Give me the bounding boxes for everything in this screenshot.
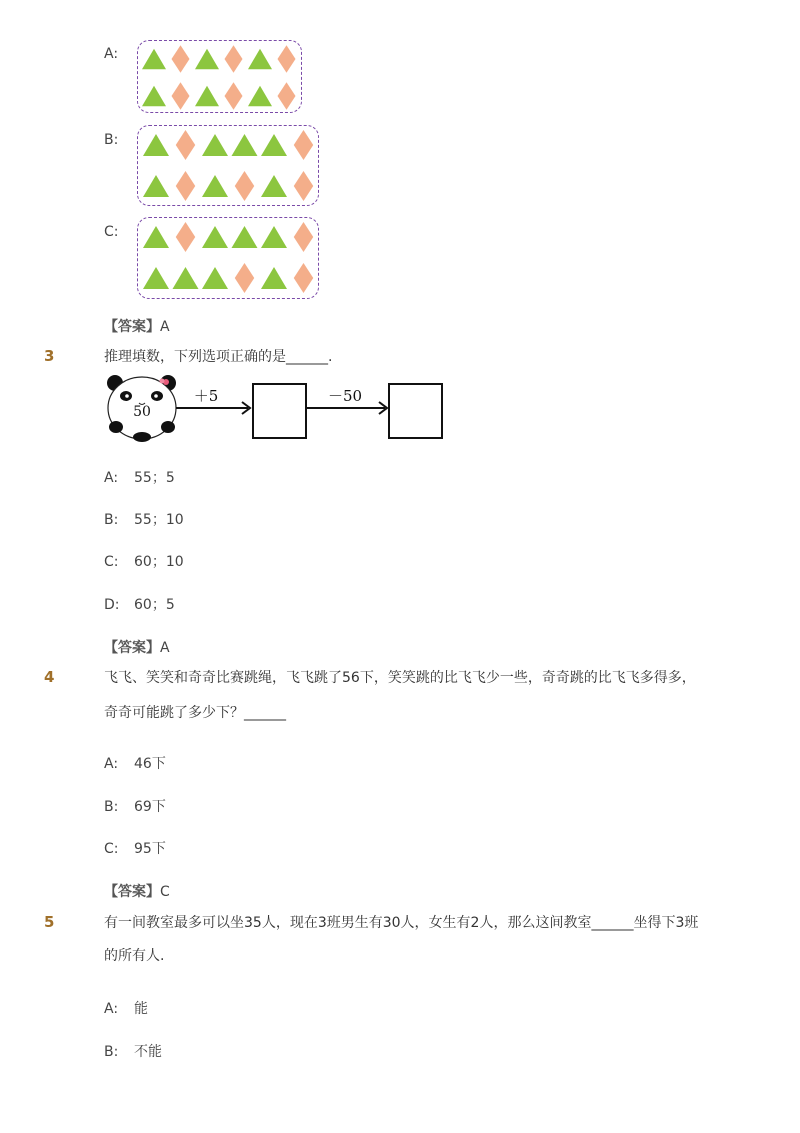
q4-choice-b[interactable] xyxy=(104,796,166,816)
choice-letter: B: xyxy=(104,799,119,815)
panda-icon xyxy=(107,375,176,442)
triangle-shape xyxy=(202,267,228,289)
diamond-shape xyxy=(172,82,190,110)
panda-start-value: 50 xyxy=(133,404,151,420)
choice-letter: B: xyxy=(104,1044,119,1060)
triangle-shape xyxy=(143,175,169,197)
q2-answer xyxy=(104,316,170,336)
answer-value: C xyxy=(160,884,170,900)
diamond-shape xyxy=(278,82,296,110)
q4-text-line2: 奇奇可能跳了多少下？______ xyxy=(104,705,286,721)
q5-number: 5 xyxy=(44,913,55,931)
triangle-shape xyxy=(261,175,287,197)
shape-pattern xyxy=(138,41,303,114)
choice-letter: C: xyxy=(104,841,119,857)
triangle-shape xyxy=(195,49,219,69)
triangle-shape xyxy=(173,267,199,289)
choice-letter: A: xyxy=(104,1001,119,1017)
triangle-shape xyxy=(248,49,272,69)
choice-text: 不能 xyxy=(134,1044,162,1060)
diamond-shape xyxy=(294,130,314,160)
triangle-shape xyxy=(248,86,272,106)
q4-answer xyxy=(104,881,170,901)
q2-option-b-letter: B: xyxy=(104,132,119,148)
q5-choice-b[interactable] xyxy=(104,1041,162,1061)
q5-text-line1: 有一间教室最多可以坐35人，现在3班男生有30人，女生有2人，那么这间教室______坐得下3班 xyxy=(104,915,699,931)
diamond-shape xyxy=(294,263,314,293)
diamond-shape xyxy=(235,263,255,293)
diamond-shape xyxy=(278,45,296,73)
choice-text: 46下 xyxy=(134,756,166,772)
step1-label: ＋5 xyxy=(193,387,219,405)
q3-choice-c[interactable] xyxy=(104,551,184,571)
q2-option-c-letter: C: xyxy=(104,224,119,240)
q5-text-line2: 的所有人. xyxy=(104,948,165,964)
answer-tag: 【答案】 xyxy=(104,319,160,335)
q3-choice-a[interactable] xyxy=(104,467,175,487)
diamond-shape xyxy=(225,82,243,110)
answer-value: A xyxy=(160,319,170,335)
q3-choice-d[interactable] xyxy=(104,594,175,614)
triangle-shape xyxy=(261,226,287,248)
diamond-shape xyxy=(294,222,314,252)
diamond-shape xyxy=(235,171,255,201)
triangle-shape xyxy=(202,175,228,197)
q2-option-b-pattern xyxy=(137,125,319,206)
choice-letter: B: xyxy=(104,512,119,528)
q3-choice-b[interactable] xyxy=(104,509,184,529)
choice-letter: D: xyxy=(104,597,120,613)
choice-text: 60；5 xyxy=(134,597,175,613)
triangle-shape xyxy=(202,134,228,156)
diamond-shape xyxy=(225,45,243,73)
q4-choice-c[interactable] xyxy=(104,838,166,858)
q3-answer xyxy=(104,637,170,657)
answer-box-1 xyxy=(253,384,306,438)
triangle-shape xyxy=(202,226,228,248)
triangle-shape xyxy=(143,267,169,289)
q4-text-line1: 飞飞、笑笑和奇奇比赛跳绳，飞飞跳了56下，笑笑跳的比飞飞少一些，奇奇跳的比飞飞多得多， xyxy=(104,670,696,686)
triangle-shape xyxy=(261,134,287,156)
choice-text: 能 xyxy=(134,1001,148,1017)
triangle-shape xyxy=(261,267,287,289)
shape-pattern xyxy=(138,126,320,207)
triangle-shape xyxy=(195,86,219,106)
answer-value: A xyxy=(160,640,170,656)
choice-text: 60；10 xyxy=(134,554,184,570)
q3-number: 3 xyxy=(44,347,55,365)
diamond-shape xyxy=(176,171,196,201)
triangle-shape xyxy=(142,86,166,106)
diamond-shape xyxy=(294,171,314,201)
triangle-shape xyxy=(232,226,258,248)
q2-option-a-pattern xyxy=(137,40,302,113)
q2-option-a-letter: A: xyxy=(104,46,119,62)
step2-label: －50 xyxy=(327,387,363,405)
choice-text: 55；10 xyxy=(134,512,184,528)
diamond-shape xyxy=(176,130,196,160)
diamond-shape xyxy=(176,222,196,252)
choice-letter: A: xyxy=(104,470,119,486)
choice-letter: A: xyxy=(104,756,119,772)
triangle-shape xyxy=(232,134,258,156)
choice-text: 55；5 xyxy=(134,470,175,486)
q5-choice-a[interactable] xyxy=(104,998,148,1018)
q2-option-c-pattern xyxy=(137,217,319,299)
q4-choice-a[interactable] xyxy=(104,753,166,773)
q3-figure xyxy=(104,370,454,446)
choice-text: 69下 xyxy=(134,799,166,815)
diamond-shape xyxy=(172,45,190,73)
answer-tag: 【答案】 xyxy=(104,884,160,900)
shape-pattern xyxy=(138,218,320,300)
choice-text: 95下 xyxy=(134,841,166,857)
q3-text: 推理填数，下列选项正确的是______. xyxy=(104,349,333,365)
choice-letter: C: xyxy=(104,554,119,570)
q4-number: 4 xyxy=(44,668,55,686)
answer-box-2 xyxy=(389,384,442,438)
answer-tag: 【答案】 xyxy=(104,640,160,656)
triangle-shape xyxy=(142,49,166,69)
triangle-shape xyxy=(143,226,169,248)
triangle-shape xyxy=(143,134,169,156)
